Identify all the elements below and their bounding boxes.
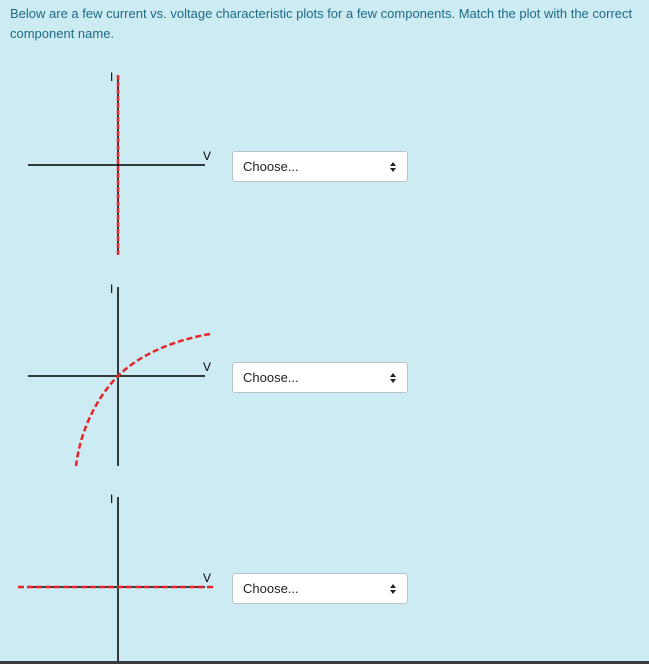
component-select-2[interactable] [232, 362, 408, 393]
current-axis-label: I [110, 282, 114, 296]
voltage-axis-label: V [203, 571, 212, 585]
select-value: Choose... [243, 581, 299, 596]
component-select-3[interactable] [232, 573, 408, 604]
iv-plot-1 [0, 70, 240, 260]
arc-curve [76, 334, 210, 466]
component-select-1[interactable] [232, 151, 408, 182]
voltage-axis-label: V [203, 360, 212, 374]
updown-arrows-icon [389, 371, 397, 385]
iv-plot-1-graph [0, 70, 240, 260]
iv-plot-2-graph [0, 282, 240, 472]
iv-plot-2 [0, 282, 240, 472]
question-text: Below are a few current vs. voltage characteristic plots for a few components. Match the plot with the correct component name. [10, 6, 633, 41]
current-axis-label: I [110, 70, 114, 84]
select-value: Choose... [243, 370, 299, 385]
select-value: Choose... [243, 159, 299, 174]
iv-plot-3 [0, 492, 240, 664]
voltage-axis-label: V [203, 149, 212, 163]
current-axis-label: I [110, 492, 114, 506]
updown-arrows-icon [389, 160, 397, 174]
updown-arrows-icon [389, 582, 397, 596]
